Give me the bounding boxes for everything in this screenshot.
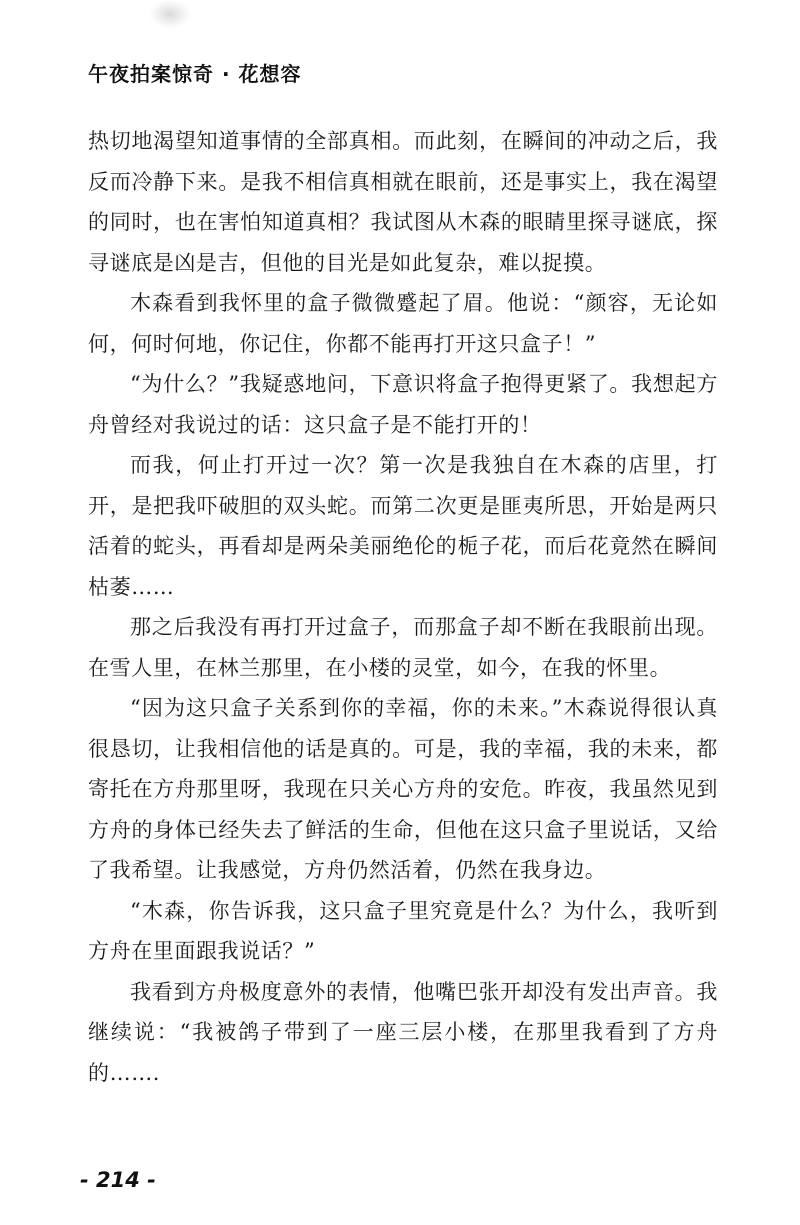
paragraph-6: “因为这只盒子关系到你的幸福，你的未来。”木森说得很认真很恳切，让我相信他的话是真的。可是，我的幸福，我的未来，都寄托在方舟那里呀，我现在只关心方舟的安危。昨夜，我虽然见到方舟的身体已经失去了鲜活的生命，但他在这只盒子里说话，又给了我希望。让我感觉，方舟仍然活着，仍然在我身边。 <box>88 696 718 882</box>
body-text <box>88 121 718 1093</box>
paragraph-7: “木森，你告诉我，这只盒子里究竟是什么？为什么，我听到方舟在里面跟我说话？” <box>88 898 718 963</box>
scan-smudge <box>150 0 190 28</box>
running-head: 午夜拍案惊奇 · 花想容 <box>88 62 302 86</box>
paragraph-8: 我看到方舟极度意外的表情，他嘴巴张开却没有发出声音。我继续说：“我被鸽子带到了一座三层小楼，在那里我看到了方舟的……. <box>88 979 718 1085</box>
paragraph-1: 热切地渴望知道事情的全部真相。而此刻，在瞬间的冲动之后，我反而冷静下来。是我不相信真相就在眼前，还是事实上，我在渴望的同时，也在害怕知道真相？我试图从木森的眼睛里探寻谜底，探寻谜底是凶是吉，但他的目光是如此复杂，难以捉摸。 <box>88 129 718 275</box>
paragraph-2: 木森看到我怀里的盒子微微蹙起了眉。他说：“颜容，无论如何，何时何地，你记住，你都不能再打开这只盒子！” <box>88 291 718 356</box>
paragraph-3: “为什么？”我疑惑地问，下意识将盒子抱得更紧了。我想起方舟曾经对我说过的话：这只盒子是不能打开的！ <box>88 372 718 437</box>
paragraph-4: 而我，何止打开过一次？第一次是我独自在木森的店里，打开，是把我吓破胆的双头蛇。而第二次更是匪夷所思，开始是两只活着的蛇头，再看却是两朵美丽绝伦的栀子花，而后花竟然在瞬间枯萎…… <box>88 453 718 599</box>
paragraph-5: 那之后我没有再打开过盒子，而那盒子却不断在我眼前出现。在雪人里，在林兰那里，在小楼的灵堂，如今，在我的怀里。 <box>88 615 718 680</box>
page-number: - 214 - <box>80 1168 156 1192</box>
